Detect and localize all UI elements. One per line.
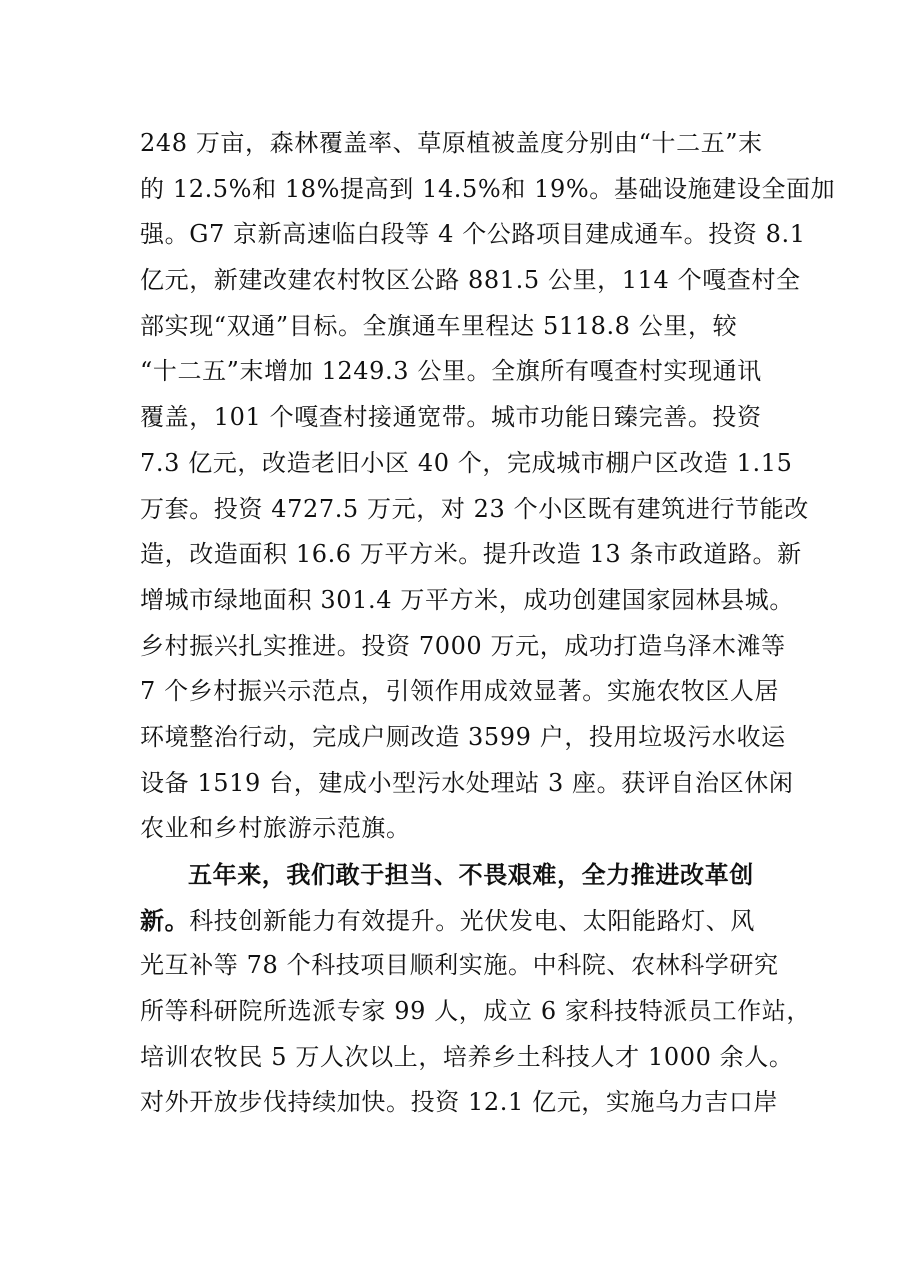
text-line: 所等科研院所选派专家 99 人，成立 6 家科技特派员工作站， xyxy=(140,997,811,1026)
text-line: 7 个乡村振兴示范点，引领作用成效显著。实施农牧区人居 xyxy=(140,677,780,706)
text-line: 部实现“双通”目标。全旗通车里程达 5118.8 公里，较 xyxy=(140,311,738,340)
text-line: 的 12.5%和 18%提高到 14.5%和 19%。基础设施建设全面加 xyxy=(140,174,836,203)
text-line: 造，改造面积 16.6 万平方米。提升改造 13 条市政道路。新 xyxy=(140,540,802,569)
text-line: 环境整治行动，完成户厕改造 3599 户，投用垃圾污水收运 xyxy=(140,722,786,751)
bold-heading-tail: 新。 xyxy=(140,905,190,935)
text-line: 增城市绿地面积 301.4 万平方米，成功创建国家园林县城。 xyxy=(140,585,794,614)
text-line: 设备 1519 台，建成小型污水处理站 3 座。获评自治区休闲 xyxy=(140,768,794,797)
text-line: 亿元，新建改建农村牧区公路 881.5 公里，114 个嘎查村全 xyxy=(140,266,801,295)
text-line: 248 万亩，森林覆盖率、草原植被盖度分别由“十二五”末 xyxy=(140,129,763,157)
text-line-rest: 科技创新能力有效提升。光伏发电、太阳能路灯、风 xyxy=(189,906,756,935)
text-line: 万套。投资 4727.5 万元，对 23 个小区既有建筑进行节能改 xyxy=(140,494,809,523)
bold-heading-text: 五年来，我们敢于担当、不畏艰难，全力推进改革创 xyxy=(188,860,754,889)
body-text xyxy=(140,121,836,1126)
text-line xyxy=(140,898,780,944)
text-line: 覆盖，101 个嘎查村接通宽带。城市功能日臻完善。投资 xyxy=(140,403,762,432)
text-line: 7.3 亿元，改造老旧小区 40 个，完成城市棚户区改造 1.15 xyxy=(140,448,793,477)
text-line: 对外开放步伐持续加快。投资 12.1 亿元，实施乌力吉口岸 xyxy=(140,1088,779,1117)
text-line: 强。G7 京新高速临白段等 4 个公路项目建成通车。投资 8.1 xyxy=(140,220,806,249)
text-line: 光互补等 78 个科技项目顺利实施。中科院、农林科学研究 xyxy=(140,951,779,980)
text-line: 乡村振兴扎实推进。投资 7000 万元，成功打造乌泽木滩等 xyxy=(140,631,786,660)
bold-heading-line xyxy=(140,852,780,898)
text-line: 培训农牧民 5 万人次以上，培养乡土科技人才 1000 余人。 xyxy=(140,1042,794,1071)
text-line: 农业和乡村旅游示范旗。 xyxy=(140,814,411,843)
text-line: “十二五”末增加 1249.3 公里。全旗所有嘎查村实现通讯 xyxy=(140,357,762,386)
